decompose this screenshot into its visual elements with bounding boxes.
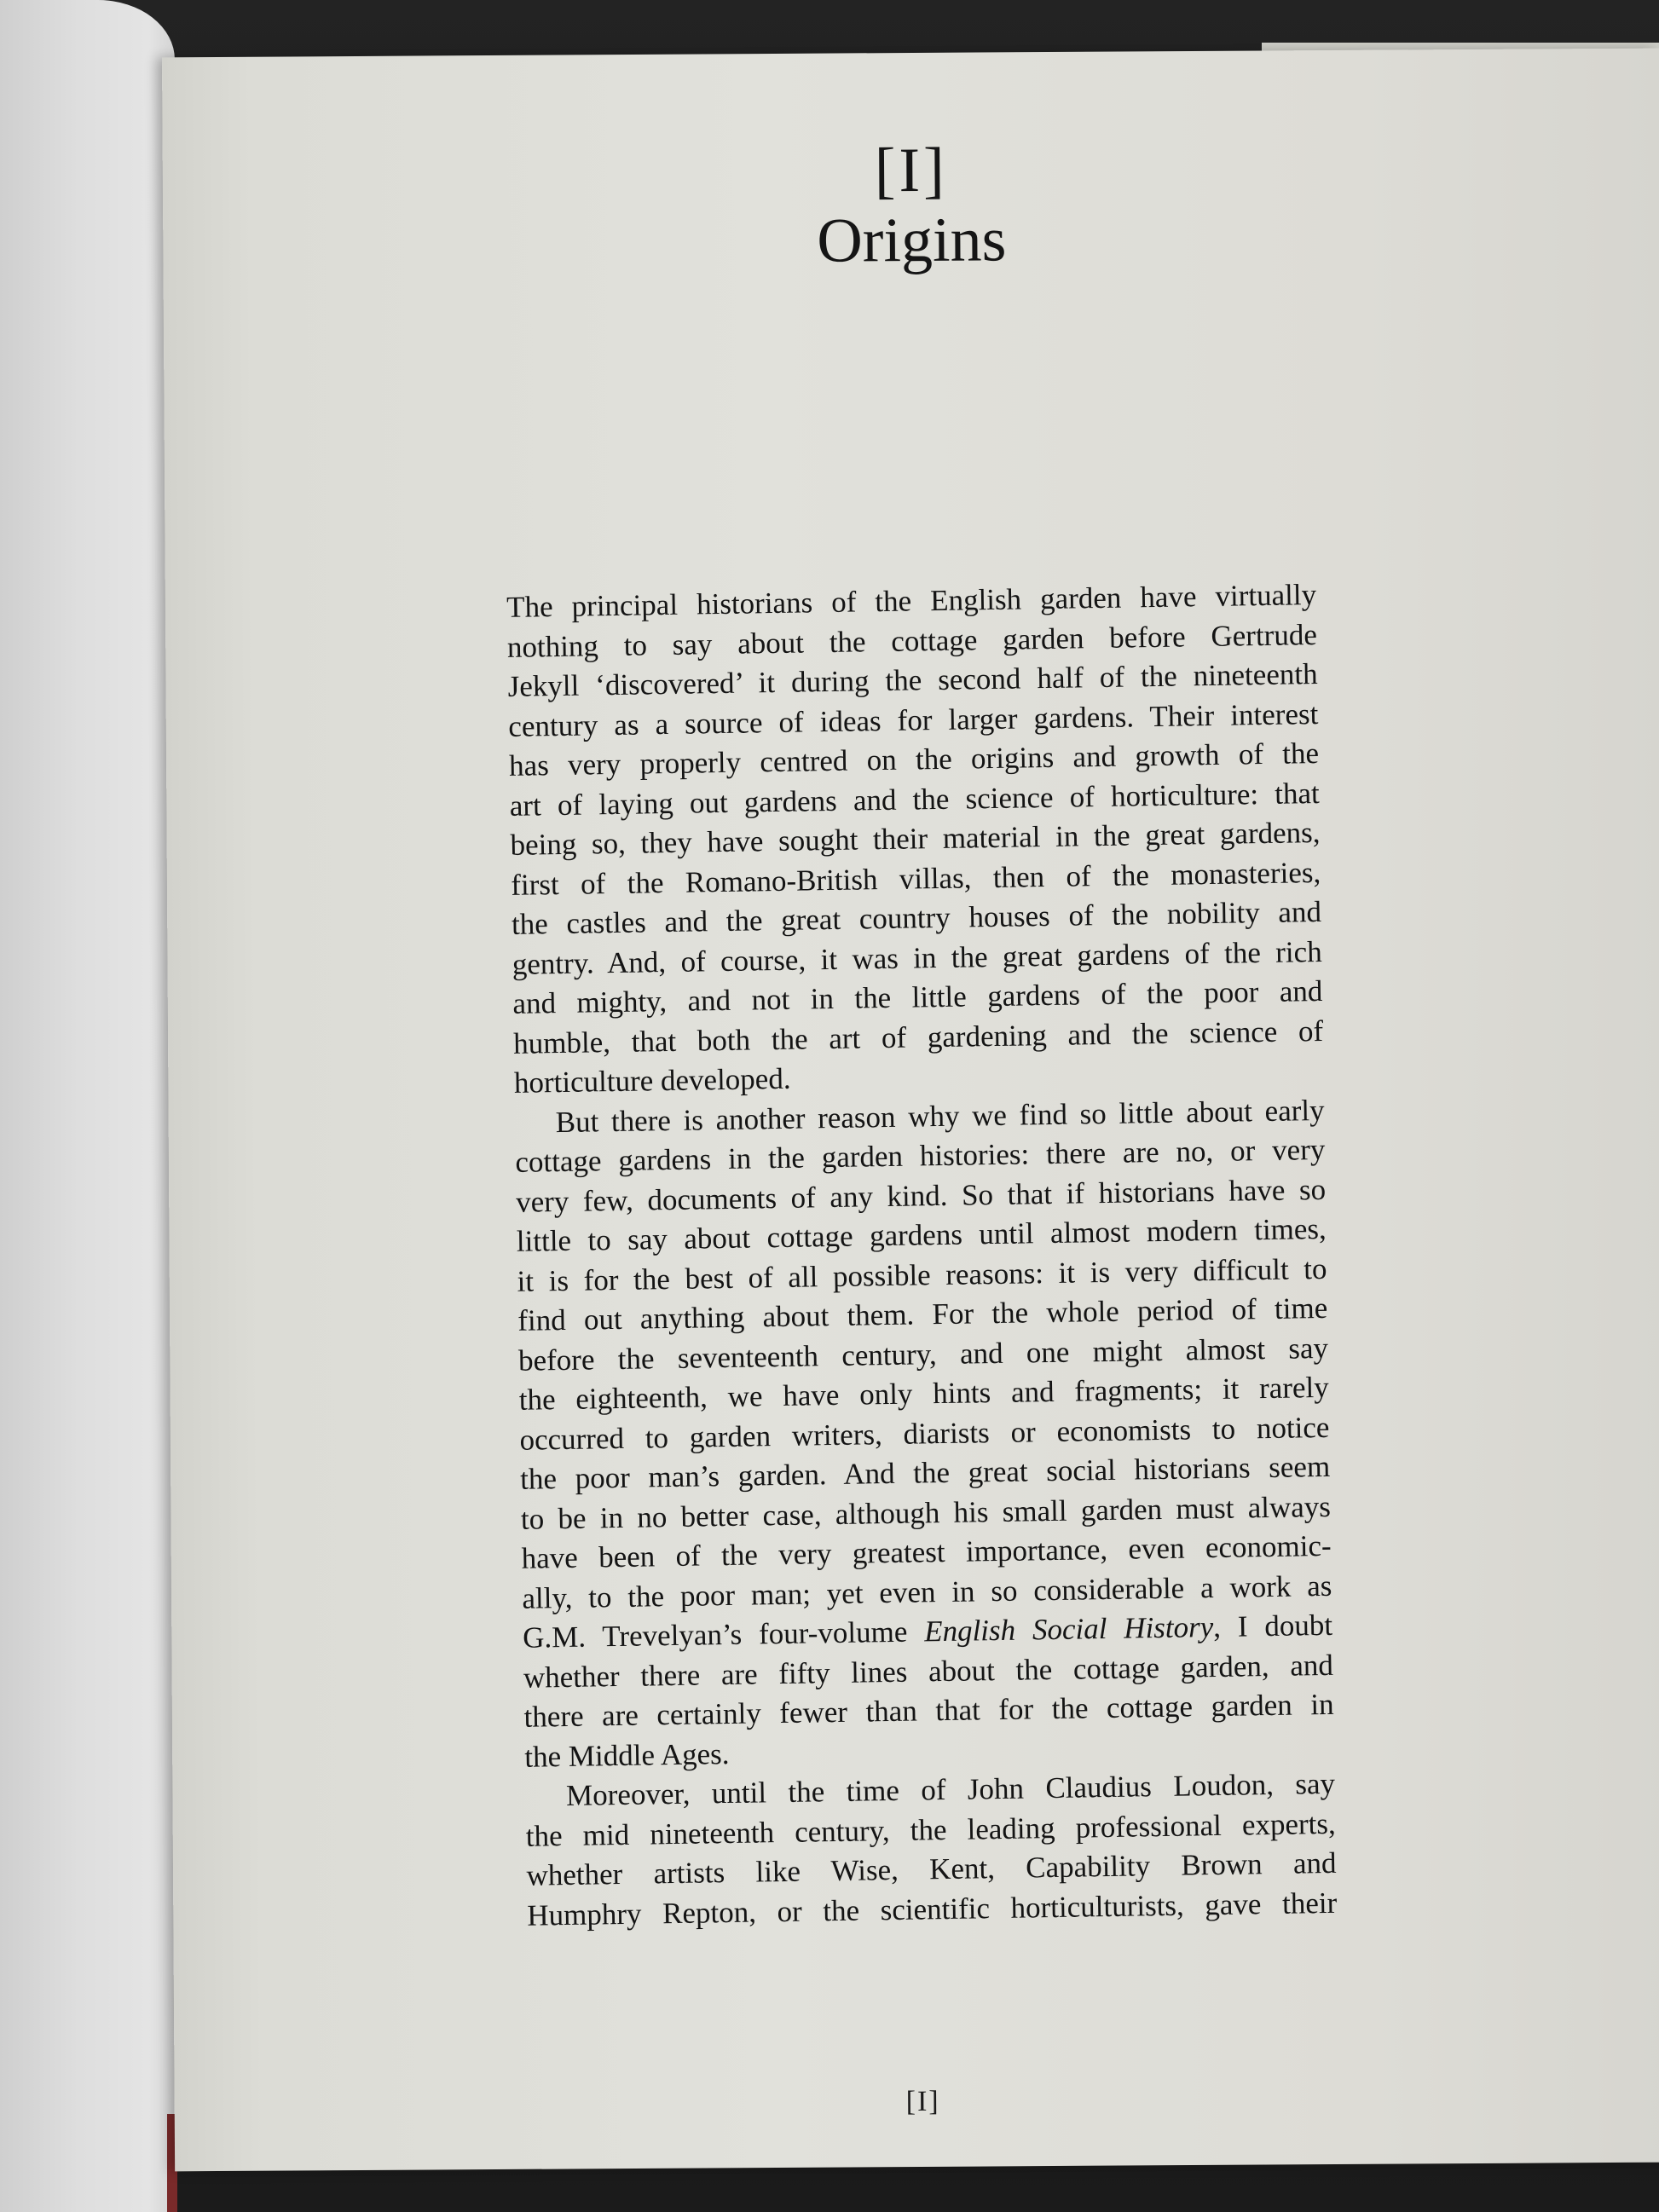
text-line: gentry. And, of course, it was in the great gardens of the rich	[512, 934, 1322, 981]
text-line: little to say about cottage gardens until almost modern times,	[516, 1211, 1327, 1258]
page-number: [I]	[905, 2085, 940, 2118]
text-line: art of laying out gardens and the science of horticulture: that	[509, 776, 1321, 823]
text-line: before the seventeenth century, and one might almost say	[517, 1331, 1329, 1377]
text-line: But there is another reason why we find so little about early	[555, 1093, 1325, 1139]
text-fragment: G.M. Trevelyan’s four-volume	[522, 1614, 925, 1655]
text-line: Jekyll ‘discovered’ it during the second half of the nineteenth	[507, 656, 1318, 703]
text-line: century as a source of ideas for larger gardens. Their interest	[508, 696, 1319, 743]
text-line: first of the Romano-British villas, then of the monasteries,	[510, 855, 1321, 902]
text-line: very few, documents of any kind. So that if historians have so	[515, 1172, 1327, 1219]
chapter-heading	[163, 134, 1659, 279]
text-line: it is for the best of all possible reasons: it is very difficult to	[517, 1251, 1327, 1298]
text-line: nothing to say about the cottage garden before Gertrude	[506, 617, 1318, 664]
text-line: the mid nineteenth century, the leading professional experts,	[525, 1806, 1337, 1853]
previous-page-edge	[0, 0, 175, 2212]
text-line: humble, that both the art of gardening and the science of	[512, 1014, 1324, 1060]
text-line: being so, they have sought their material in the great gardens,	[510, 815, 1321, 862]
text-line: the poor man’s garden. And the great social historians seem	[519, 1449, 1331, 1496]
text-line: find out anything about them. For the whole period of time	[517, 1291, 1328, 1337]
text-line: there are certainly fewer than that for the cottage garden in	[523, 1687, 1334, 1734]
text-line: and mighty, and not in the little gardens of the poor and	[512, 973, 1323, 1020]
text-line: have been of the very greatest importance, even economic-	[521, 1528, 1332, 1575]
text-fragment: , I doubt	[1212, 1608, 1333, 1644]
text-line: whether there are fifty lines about the cottage garden, and	[523, 1648, 1334, 1695]
text-line: whether artists like Wise, Kent, Capability Brown and	[526, 1845, 1337, 1892]
text-line: Humphry Repton, or the scientific horticulturists, gave their	[526, 1886, 1338, 1932]
book-title-italic: English Social History	[923, 1610, 1214, 1649]
body-text	[506, 575, 1338, 1936]
text-line: Moreover, until the time of John Claudius Loudon, say	[565, 1766, 1336, 1812]
chapter-number: [I]	[874, 135, 949, 206]
text-line: occurred to garden writers, diarists or economists to notice	[519, 1410, 1330, 1457]
book-page	[162, 49, 1659, 2172]
text-line: horticulture developed.	[513, 1061, 791, 1100]
paragraph-1	[506, 575, 1324, 1103]
paragraph-3	[525, 1764, 1338, 1936]
paragraph-2	[514, 1090, 1334, 1776]
text-line: the Middle Ages.	[524, 1736, 730, 1774]
text-line: the castles and the great country houses of the nobility and	[511, 894, 1322, 941]
text-line: to be in no better case, although his small garden must always	[520, 1489, 1332, 1536]
text-line: The principal historians of the English garden have virtually	[506, 577, 1317, 624]
text-line: has very properly centred on the origins and growth of the	[508, 736, 1320, 783]
text-line: ally, to the poor man; yet even in so considerable a work as	[522, 1568, 1332, 1615]
chapter-title: Origins	[817, 205, 1007, 276]
text-line: cottage gardens in the garden histories: there are no, or very	[515, 1132, 1326, 1179]
text-line: the eighteenth, we have only hints and fragments; it rarely	[518, 1370, 1329, 1417]
